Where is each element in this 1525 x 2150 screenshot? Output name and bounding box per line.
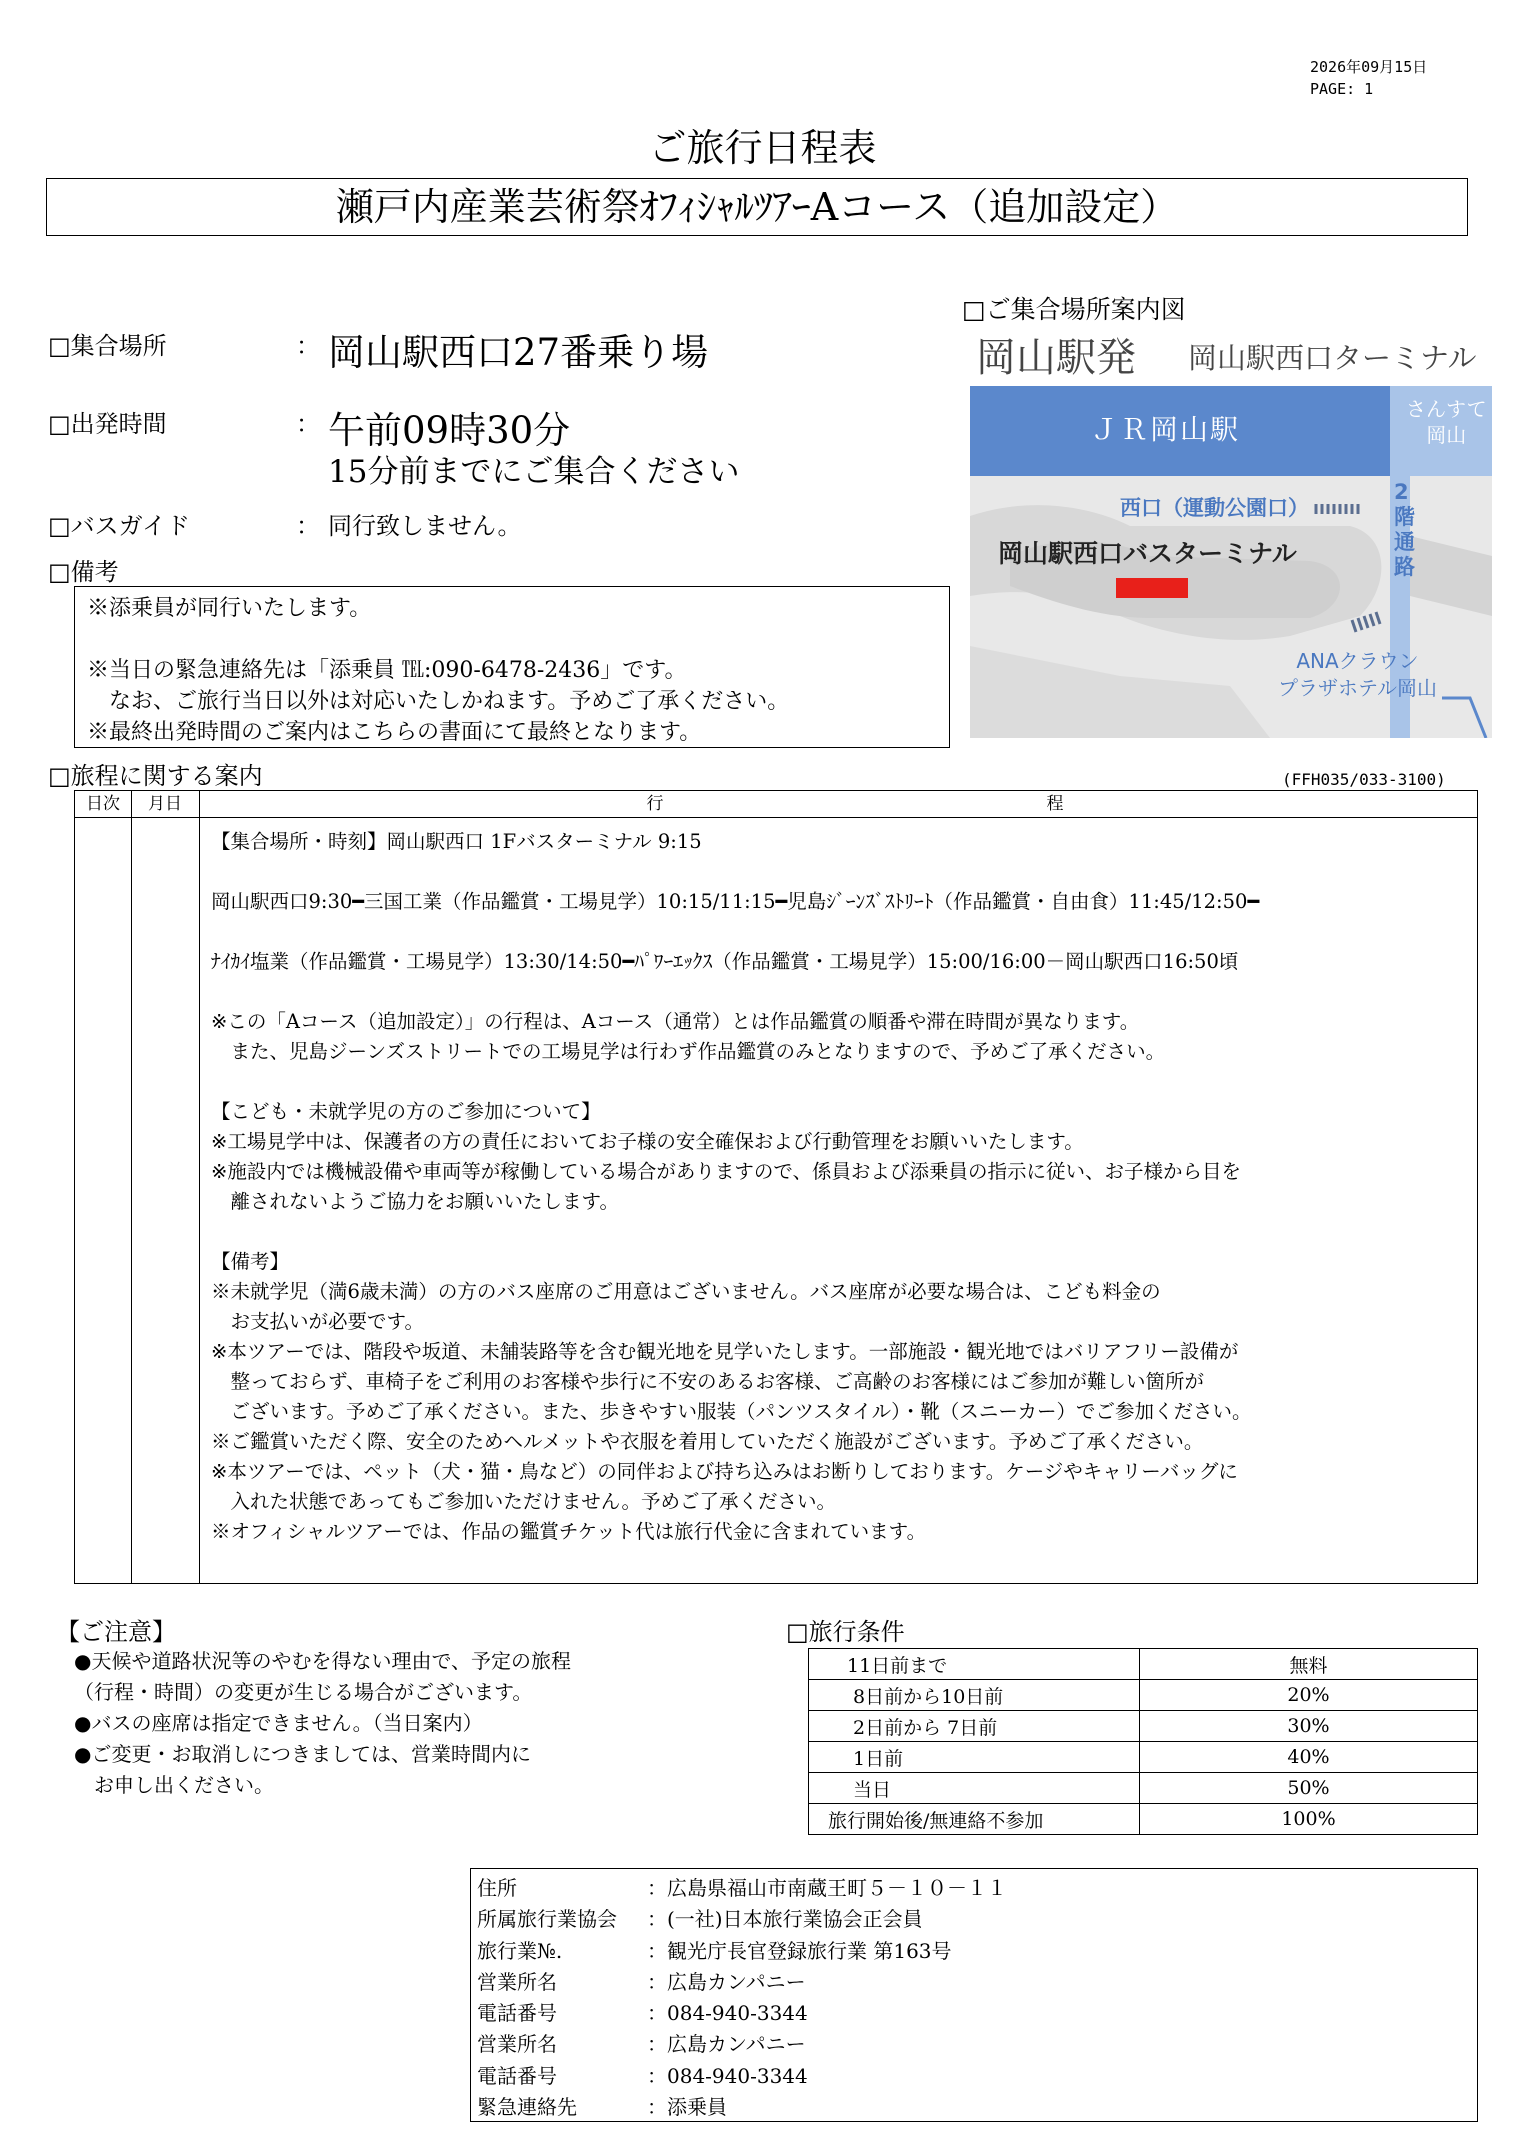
agency-row [477, 2092, 1471, 2123]
agency-value: ：添乗員 [647, 2095, 727, 2120]
agency-key: 営業所名 [477, 2032, 557, 2057]
header-route-2: 程 [1046, 794, 1064, 814]
agency-key: 緊急連絡先 [477, 2095, 577, 2120]
map-departure: 岡山駅発 [976, 335, 1136, 381]
agency-key: 電話番号 [477, 2063, 557, 2088]
itinerary-table [74, 790, 1478, 1584]
meeting-place-value: 岡山駅西口27番乗り場 [328, 331, 709, 374]
condition-value: 50% [1140, 1773, 1478, 1804]
condition-value: 100% [1140, 1804, 1478, 1835]
condition-label: 1日前 [809, 1742, 1140, 1773]
condition-value: 40% [1140, 1742, 1478, 1773]
remarks-line: なお、ご旅行当日以外は対応いたしかねます。予めご了承ください。 [87, 689, 790, 714]
agency-value: ：広島県福山市南蔵王町５－１０－１１ [647, 1876, 1007, 1900]
condition-label: 2日前から 7日前 [809, 1711, 1140, 1742]
header-route-1: 行 [646, 794, 664, 814]
header-date: 月日 [148, 794, 182, 814]
table-row [809, 1773, 1478, 1804]
agency-row [477, 2029, 1471, 2060]
agency-key: 電話番号 [477, 2001, 557, 2026]
page-number: PAGE: 1 [1310, 80, 1374, 98]
map-hotel-label: ANAクラウン プラザホテル岡山 [1278, 649, 1437, 700]
itinerary-header-row [75, 791, 1477, 818]
table-row [809, 1680, 1478, 1711]
agency-row [477, 1904, 1471, 1935]
remarks-label: □備考 [48, 558, 119, 586]
agency-row [477, 1998, 1471, 2029]
agency-value: ：広島カンパニー [647, 1969, 806, 1994]
map-street-label: さんすて 岡山 [1406, 397, 1487, 447]
remarks-line: ※最終出発時間のご案内はこちらの書面にて最終となります。 [87, 720, 702, 745]
agency-key: 営業所名 [477, 1969, 557, 1994]
remarks-line [87, 624, 937, 655]
agency-value: ：広島カンパニー [647, 2032, 806, 2057]
agency-value: ：観光庁長官登録旅行業 第163号 [647, 1938, 952, 1963]
agency-value: ：084-940-3344 [647, 2001, 808, 2026]
print-date: 2026年09月15日 [1310, 58, 1428, 76]
departure-time-label: □出発時間 [48, 410, 167, 438]
header-day: 日次 [86, 794, 120, 814]
agency-info-box [470, 1868, 1478, 2122]
remarks-line: ※添乗員が同行いたします。 [87, 596, 372, 621]
cancellation-table [808, 1648, 1478, 1835]
table-row [809, 1742, 1478, 1773]
condition-label: 11日前まで [809, 1649, 1140, 1680]
column-divider [199, 791, 200, 1583]
bus-guide-value: 同行致しません。 [328, 512, 522, 540]
agency-value: ：(一社)日本旅行業協会正会員 [647, 1907, 923, 1932]
meeting-place-map [970, 386, 1492, 738]
tour-title: 瀬戸内産業芸術祭ｵﾌｨｼｬﾙﾂｱｰAコース（追加設定） [46, 178, 1468, 236]
conditions-title: □旅行条件 [786, 1618, 905, 1646]
itinerary-label: □旅程に関する案内 [48, 762, 263, 790]
agency-key: 旅行業№. [477, 1938, 563, 1963]
departure-time-note: 15分前までにご集合ください [328, 454, 740, 490]
bus-guide-label: □バスガイド [48, 512, 190, 540]
agency-row [477, 1967, 1471, 1998]
departure-time-value: 午前09時30分 [328, 409, 571, 452]
itinerary-code: (FFH035/033-3100) [1282, 770, 1446, 789]
document-title: ご旅行日程表 [648, 126, 877, 170]
agency-key: 所属旅行業協会 [477, 1907, 617, 1932]
map-passage-label: 2 階 通 路 [1394, 480, 1415, 579]
agency-value: ：084-940-3344 [647, 2063, 808, 2088]
agency-key: 住所 [477, 1876, 517, 1900]
itinerary-details: 【集合場所・時刻】岡山駅西口 1Fバスターミナル 9:15 岡山駅西口9:30━三国工業（作品鑑賞・工場見学）10:15/11:15━児島ｼﾞｰﾝｽﾞｽﾄﾘｰﾄ（作品鑑賞・自由食）11:45/12:50━ ﾅｲｶｲ塩業（作品鑑賞・工場見学）13:30/14:50━ﾊﾟﾜｰｴｯｸｽ（作品鑑賞・工場見学）15:00/16:00－岡山駅西口16:50頃 ※この「Aコース（追加設定）」の行程は、Aコース（通常）とは作品鑑賞の順番や滞在時間が異なります。 また、児島ジーンズストリートでの工場見学は行わず作品鑑賞のみとなりますので、予めご了承ください。 【こども・未就学児の方のご参加について】 ※工場見学中は、保護者の方の責任においてお子様の安全確保および行動管理をお願いいたします。 ※施設内では機械設備や車両等が稼働している場合がありますので、係員および添乗員の指示に従い、お子様から目を 離されないようご協力をお願いいたします。 【備考】 ※未就学児（満6歳未満）の方のバス座席のご用意はございません。バス座席が必要な場合は、こども料金の お支払いが必要です。 ※本ツアーでは、階段や坂道、未舗装路等を含む観光地を見学いたします。一部施設・観光地ではバリアフリー設備が 整っておらず、車椅子をご利用のお客様や歩行に不安のあるお客様、ご高齢のお客様にはご参加が難しい箇所が ございます。予めご了承ください。また、歩きやすい服装（パンツスタイル）・靴（スニーカー）でご参加ください。 ※ご鑑賞いただく際、安全のためヘルメットや衣服を着用していただく施設がございます。予めご了承ください。 ※本ツアーでは、ペット（犬・猫・鳥など）の同伴および持ち込みはお断りしております。ケージやキャリーバッグに 入れた状態であってもご参加いただけません。予めご了承ください。 ※オフィシャルツアーでは、作品の鑑賞チケット代は旅行代金に含まれています。 [211, 830, 1260, 1543]
condition-value: 30% [1140, 1711, 1478, 1742]
remarks-line: ※当日の緊急連絡先は「添乗員 ℡:090-6478-2436」です。 [87, 658, 687, 683]
map-heading: □ご集合場所案内図 [962, 295, 1186, 324]
table-row [809, 1649, 1478, 1680]
table-row [809, 1711, 1478, 1742]
colon: ： [296, 512, 320, 540]
map-station-label: ＪＲ岡山駅 [1090, 413, 1241, 446]
caution-title: 【ご注意】 [56, 1618, 176, 1646]
map-terminal-name: 岡山駅西口ターミナル [1188, 341, 1477, 375]
condition-label: 旅行開始後/無連絡不参加 [809, 1804, 1140, 1835]
caution-list: ●天候や道路状況等のやむを得ない理由で、予定の旅程 （行程・時間）の変更が生じる場合がございます。 ●バスの座席は指定できません。（当日案内） ●ご変更・お取消しにつきましては、営業時間内に お申し出ください。 [74, 1649, 572, 1797]
table-row [809, 1804, 1478, 1835]
condition-label: 当日 [809, 1773, 1140, 1804]
condition-value: 無料 [1140, 1649, 1478, 1680]
agency-row [477, 1873, 1471, 1904]
meeting-place-label: □集合場所 [48, 332, 167, 360]
agency-row [477, 2061, 1471, 2092]
condition-value: 20% [1140, 1680, 1478, 1711]
column-divider [131, 791, 132, 1583]
condition-label: 8日前から10日前 [809, 1680, 1140, 1711]
remarks-box [74, 586, 950, 748]
map-bus-terminal-label: 岡山駅西口バスターミナル [998, 539, 1297, 568]
map-exit-label: 西口（運動公園口） [1120, 496, 1309, 520]
colon: ： [296, 332, 320, 360]
print-date-block [1310, 56, 1427, 100]
colon: ： [296, 410, 320, 438]
agency-row [477, 1936, 1471, 1967]
